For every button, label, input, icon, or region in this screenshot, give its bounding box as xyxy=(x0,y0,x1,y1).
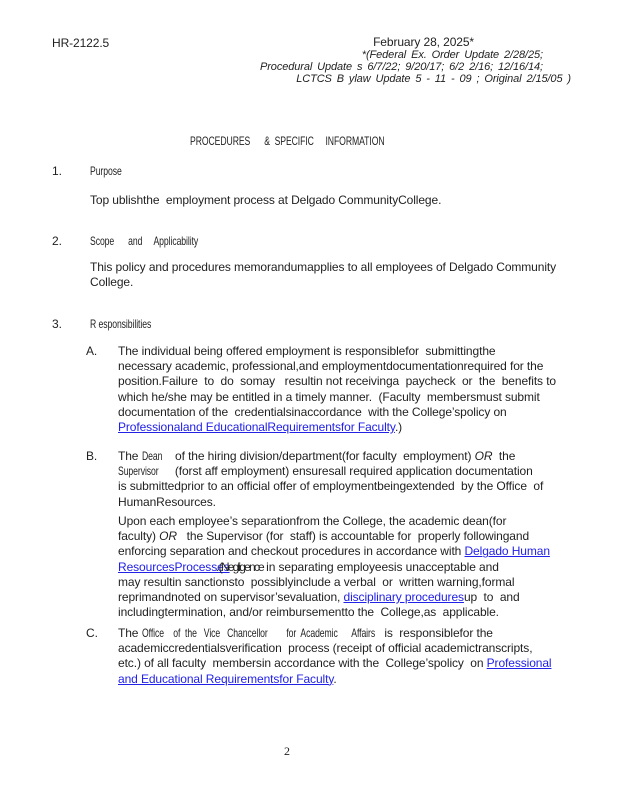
text-line xyxy=(118,479,543,494)
text-run: Dean xyxy=(141,449,162,463)
text-run: Supervisor xyxy=(118,464,159,479)
text-line xyxy=(90,260,556,275)
text-line xyxy=(118,575,550,590)
text-run: up to and xyxy=(463,589,520,604)
effective-date: February 28, 2025* xyxy=(373,35,474,49)
item-b-letter: B. xyxy=(86,449,98,463)
text-run: Office of the Vice Chancellor for Academic Affairs xyxy=(141,626,375,640)
text-line xyxy=(118,529,550,544)
text-line xyxy=(118,560,550,575)
section-1-number: 1. xyxy=(52,164,62,178)
text-line xyxy=(118,405,556,420)
link-delgado-human-resources-processes[interactable]: ResourcesProcesses xyxy=(118,559,230,574)
date-block xyxy=(260,35,571,85)
revision-line-2: Procedural Update s 6/7/22; 9/20/17; 6/2 2/16; 12/16/14; xyxy=(260,61,543,73)
document-number: HR-2122.5 xyxy=(52,36,110,50)
text-line xyxy=(118,514,550,529)
text-run: is responsiblefor the xyxy=(374,626,493,640)
text-run: The xyxy=(118,449,142,463)
text-line xyxy=(118,420,556,435)
section-1-body xyxy=(90,193,441,208)
text-line xyxy=(118,495,543,510)
text-run: documentation of the credentialsinaccordance with the College’spolicy on xyxy=(118,404,507,419)
text-run: the Supervisor (for staff) is accountable for properly followingand xyxy=(176,529,530,544)
section-1-heading-purpose: Purpose xyxy=(90,164,122,178)
text-line xyxy=(118,605,550,620)
text-line xyxy=(90,275,556,290)
text-run: (forst aff employment) ensuresall required application documentation xyxy=(158,464,533,479)
link-delgado-human-resources-processes[interactable]: Delgado Human xyxy=(464,544,550,559)
text-line xyxy=(118,544,550,559)
text-run: Top ublishthe employment process at Delgado CommunityCollege. xyxy=(90,193,442,207)
section-2-number: 2. xyxy=(52,234,62,248)
text-run: reprimandnoted on supervisor’sevaluation, xyxy=(118,589,344,604)
document-title xyxy=(190,134,460,148)
document-title-text: PROCEDURES & SPECIFIC INFORMATION xyxy=(190,134,385,148)
revision-line-3: LCTCS B ylaw Update 5 - 11 - 09 ; Original 2/15/05 ) xyxy=(296,73,571,85)
text-run: may resultin sanctionsto possiblyinclude a verbal or written warning,formal xyxy=(118,574,515,589)
text-line xyxy=(118,641,552,656)
text-run: academiccredentialsverification process (receipt of official academictranscripts, xyxy=(118,641,533,656)
text-line xyxy=(118,590,550,605)
text-line xyxy=(90,193,441,208)
item-b-paragraph-1 xyxy=(118,449,543,510)
text-run: HumanResources. xyxy=(118,494,216,509)
section-2-body xyxy=(90,260,556,290)
text-run: includingtermination, and/or reimbursementto the College,as applicable. xyxy=(118,605,499,620)
text-run: OR xyxy=(474,449,493,463)
item-a-paragraph xyxy=(118,344,556,435)
text-run: etc.) of all faculty membersin accordance with the College’spolicy on xyxy=(118,656,487,671)
text-run: . (Negligence xyxy=(215,559,263,574)
text-run: necessary academic, professional,and employmentdocumentationrequired for the xyxy=(118,359,544,374)
text-run: The individual being offered employment is responsiblefor submittingthe xyxy=(118,344,496,358)
item-b-paragraph-2 xyxy=(118,514,550,620)
text-line xyxy=(118,374,556,389)
text-line xyxy=(118,344,556,359)
text-line xyxy=(118,390,556,405)
text-run: the xyxy=(492,449,516,463)
text-line xyxy=(118,656,552,671)
item-c-paragraph xyxy=(118,626,552,687)
link-professional-educational-requirements-faculty[interactable]: Professionaland EducationalRequirementsfor Faculty xyxy=(118,419,395,434)
text-run: OR xyxy=(159,529,177,544)
text-run: The xyxy=(118,626,142,640)
item-a-letter: A. xyxy=(86,344,98,358)
text-run: This policy and procedures memorandumapplies to all employees of Delgado Community xyxy=(90,260,557,274)
revision-line-1: *(Federal Ex. Order Update 2/28/25; xyxy=(361,49,543,61)
text-line xyxy=(118,672,552,687)
text-run: enforcing separation and checkout procedures in accordance with xyxy=(118,544,465,559)
link-professional-educational-requirements-faculty-2[interactable]: Professional xyxy=(486,656,552,671)
text-run: faculty) xyxy=(118,529,160,544)
link-professional-educational-requirements-faculty-2[interactable]: and Educational Requirementsfor Faculty xyxy=(118,671,334,686)
text-run: is submittedprior to an official offer of employmentbeingextended by the Office of xyxy=(118,479,544,494)
text-run: .) xyxy=(394,419,403,434)
text-line xyxy=(118,449,543,464)
section-3-heading-responsibilities: R esponsibilities xyxy=(90,317,152,331)
section-2-heading-scope-applicability: Scope and Applicability xyxy=(90,234,199,248)
item-c-letter: C. xyxy=(86,626,98,640)
text-run: College. xyxy=(90,275,134,290)
link-disciplinary-procedures[interactable]: disciplinary procedures xyxy=(343,589,464,604)
text-line xyxy=(118,359,556,374)
text-run: . xyxy=(333,671,337,686)
page-number: 2 xyxy=(284,744,290,758)
text-run: in separating employeesis unacceptable and xyxy=(262,559,499,574)
text-line xyxy=(118,464,543,479)
text-run: of the hiring division/department(for faculty employment) xyxy=(162,449,475,463)
text-run: which he/she may be entitled in a timely manner. (Faculty membersmust submit xyxy=(118,389,540,404)
text-line xyxy=(118,626,552,641)
text-run: position.Failure to do somay resultin not receivinga paycheck or the benefits to xyxy=(118,374,557,389)
text-run: Upon each employee’s separationfrom the College, the academic dean(for xyxy=(118,514,507,528)
section-3-number: 3. xyxy=(52,317,62,331)
